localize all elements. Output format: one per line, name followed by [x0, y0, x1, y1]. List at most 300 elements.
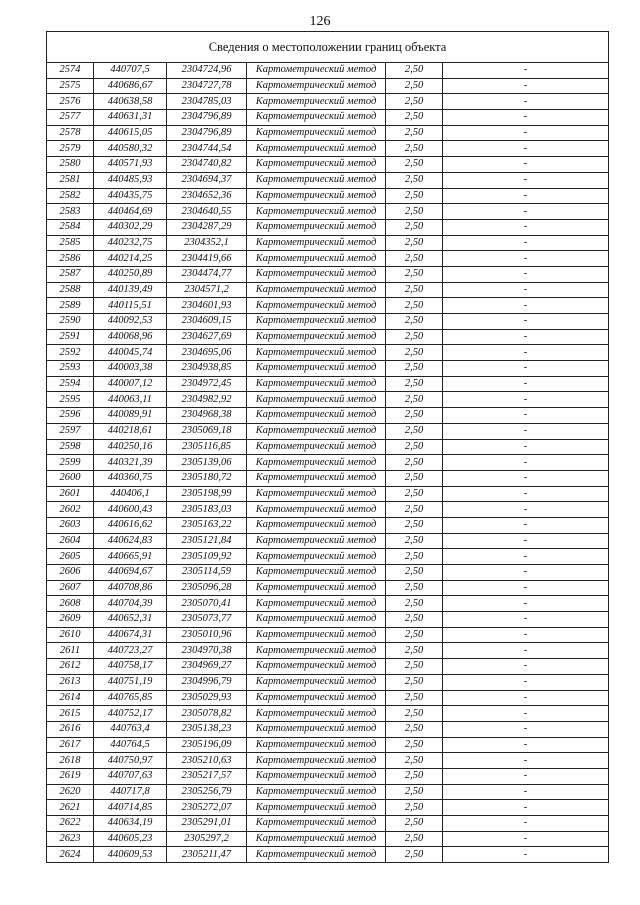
y-coordinate-cell: 2305180,72	[167, 470, 247, 486]
table-title-row	[47, 32, 609, 63]
accuracy-cell: 2,50	[386, 627, 443, 643]
page-number: 126	[309, 14, 331, 29]
x-coordinate-cell: 440250,89	[94, 266, 167, 282]
table-row	[47, 737, 609, 753]
x-coordinate-cell: 440707,5	[94, 63, 167, 79]
y-coordinate-cell: 2305078,82	[167, 706, 247, 722]
x-coordinate-cell: 440674,31	[94, 627, 167, 643]
description-cell: -	[443, 314, 609, 330]
x-coordinate-cell: 440600,43	[94, 502, 167, 518]
table-row	[47, 298, 609, 314]
description-cell: -	[443, 533, 609, 549]
x-coordinate-cell: 440723,27	[94, 643, 167, 659]
point-number-cell: 2593	[47, 361, 94, 377]
method-cell: Картометрический метод	[247, 439, 386, 455]
description-cell: -	[443, 659, 609, 675]
method-cell: Картометрический метод	[247, 580, 386, 596]
point-number-cell: 2600	[47, 470, 94, 486]
x-coordinate-cell: 440652,31	[94, 612, 167, 628]
y-coordinate-cell: 2305163,22	[167, 517, 247, 533]
y-coordinate-cell: 2305116,85	[167, 439, 247, 455]
description-cell: -	[443, 847, 609, 863]
description-cell: -	[443, 204, 609, 220]
description-cell: -	[443, 753, 609, 769]
method-cell: Картометрический метод	[247, 596, 386, 612]
x-coordinate-cell: 440765,85	[94, 690, 167, 706]
point-number-cell: 2614	[47, 690, 94, 706]
table-row	[47, 282, 609, 298]
accuracy-cell: 2,50	[386, 345, 443, 361]
accuracy-cell: 2,50	[386, 392, 443, 408]
point-number-cell: 2609	[47, 612, 94, 628]
table-row	[47, 172, 609, 188]
method-cell: Картометрический метод	[247, 706, 386, 722]
description-cell: -	[443, 376, 609, 392]
method-cell: Картометрический метод	[247, 690, 386, 706]
boundary-table-container	[46, 31, 608, 863]
point-number-cell: 2623	[47, 831, 94, 847]
table-row	[47, 565, 609, 581]
method-cell: Картометрический метод	[247, 361, 386, 377]
accuracy-cell: 2,50	[386, 361, 443, 377]
table-row	[47, 627, 609, 643]
table-row	[47, 831, 609, 847]
table-row	[47, 721, 609, 737]
y-coordinate-cell: 2305010,96	[167, 627, 247, 643]
accuracy-cell: 2,50	[386, 251, 443, 267]
y-coordinate-cell: 2304724,96	[167, 63, 247, 79]
description-cell: -	[443, 690, 609, 706]
y-coordinate-cell: 2304982,92	[167, 392, 247, 408]
table-row	[47, 784, 609, 800]
point-number-cell: 2594	[47, 376, 94, 392]
x-coordinate-cell: 440092,53	[94, 314, 167, 330]
x-coordinate-cell: 440764,5	[94, 737, 167, 753]
point-number-cell: 2581	[47, 172, 94, 188]
y-coordinate-cell: 2305256,79	[167, 784, 247, 800]
accuracy-cell: 2,50	[386, 282, 443, 298]
table-row	[47, 204, 609, 220]
accuracy-cell: 2,50	[386, 784, 443, 800]
table-row	[47, 314, 609, 330]
accuracy-cell: 2,50	[386, 298, 443, 314]
accuracy-cell: 2,50	[386, 816, 443, 832]
point-number-cell: 2589	[47, 298, 94, 314]
accuracy-cell: 2,50	[386, 690, 443, 706]
table-row	[47, 329, 609, 345]
point-number-cell: 2579	[47, 141, 94, 157]
description-cell: -	[443, 63, 609, 79]
method-cell: Картометрический метод	[247, 831, 386, 847]
description-cell: -	[443, 706, 609, 722]
y-coordinate-cell: 2304609,15	[167, 314, 247, 330]
y-coordinate-cell: 2304352,1	[167, 235, 247, 251]
x-coordinate-cell: 440704,39	[94, 596, 167, 612]
point-number-cell: 2596	[47, 408, 94, 424]
description-cell: -	[443, 251, 609, 267]
point-number-cell: 2583	[47, 204, 94, 220]
accuracy-cell: 2,50	[386, 110, 443, 126]
accuracy-cell: 2,50	[386, 659, 443, 675]
description-cell: -	[443, 329, 609, 345]
accuracy-cell: 2,50	[386, 235, 443, 251]
point-number-cell: 2576	[47, 94, 94, 110]
y-coordinate-cell: 2304972,45	[167, 376, 247, 392]
x-coordinate-cell: 440115,51	[94, 298, 167, 314]
table-row	[47, 94, 609, 110]
x-coordinate-cell: 440435,75	[94, 188, 167, 204]
y-coordinate-cell: 2304740,82	[167, 157, 247, 173]
accuracy-cell: 2,50	[386, 643, 443, 659]
y-coordinate-cell: 2304938,85	[167, 361, 247, 377]
method-cell: Картометрический метод	[247, 125, 386, 141]
table-row	[47, 125, 609, 141]
description-cell: -	[443, 565, 609, 581]
x-coordinate-cell: 440751,19	[94, 674, 167, 690]
point-number-cell: 2578	[47, 125, 94, 141]
point-number-cell: 2605	[47, 549, 94, 565]
y-coordinate-cell: 2305198,99	[167, 486, 247, 502]
y-coordinate-cell: 2305109,92	[167, 549, 247, 565]
y-coordinate-cell: 2304640,55	[167, 204, 247, 220]
table-row	[47, 408, 609, 424]
point-number-cell: 2591	[47, 329, 94, 345]
y-coordinate-cell: 2304970,38	[167, 643, 247, 659]
x-coordinate-cell: 440694,67	[94, 565, 167, 581]
accuracy-cell: 2,50	[386, 768, 443, 784]
y-coordinate-cell: 2304968,38	[167, 408, 247, 424]
y-coordinate-cell: 2304969,27	[167, 659, 247, 675]
point-number-cell: 2603	[47, 517, 94, 533]
method-cell: Картометрический метод	[247, 94, 386, 110]
description-cell: -	[443, 219, 609, 235]
accuracy-cell: 2,50	[386, 204, 443, 220]
description-cell: -	[443, 298, 609, 314]
x-coordinate-cell: 440250,16	[94, 439, 167, 455]
accuracy-cell: 2,50	[386, 580, 443, 596]
table-row	[47, 533, 609, 549]
x-coordinate-cell: 440045,74	[94, 345, 167, 361]
table-row	[47, 502, 609, 518]
table-row	[47, 549, 609, 565]
y-coordinate-cell: 2304796,89	[167, 125, 247, 141]
table-row	[47, 235, 609, 251]
method-cell: Картометрический метод	[247, 502, 386, 518]
point-number-cell: 2587	[47, 266, 94, 282]
description-cell: -	[443, 768, 609, 784]
table-row	[47, 643, 609, 659]
y-coordinate-cell: 2305138,23	[167, 721, 247, 737]
x-coordinate-cell: 440717,8	[94, 784, 167, 800]
method-cell: Картометрический метод	[247, 408, 386, 424]
description-cell: -	[443, 125, 609, 141]
description-cell: -	[443, 439, 609, 455]
accuracy-cell: 2,50	[386, 470, 443, 486]
point-number-cell: 2585	[47, 235, 94, 251]
table-row	[47, 768, 609, 784]
point-number-cell: 2615	[47, 706, 94, 722]
method-cell: Картометрический метод	[247, 768, 386, 784]
y-coordinate-cell: 2305121,84	[167, 533, 247, 549]
method-cell: Картометрический метод	[247, 235, 386, 251]
accuracy-cell: 2,50	[386, 63, 443, 79]
point-number-cell: 2592	[47, 345, 94, 361]
table-title: Сведения о местоположении границ объекта	[47, 32, 609, 63]
table-row	[47, 659, 609, 675]
method-cell: Картометрический метод	[247, 612, 386, 628]
x-coordinate-cell: 440609,53	[94, 847, 167, 863]
y-coordinate-cell: 2304571,2	[167, 282, 247, 298]
table-row	[47, 706, 609, 722]
description-cell: -	[443, 94, 609, 110]
y-coordinate-cell: 2304796,89	[167, 110, 247, 126]
table-row	[47, 376, 609, 392]
description-cell: -	[443, 141, 609, 157]
x-coordinate-cell: 440638,58	[94, 94, 167, 110]
table-row	[47, 674, 609, 690]
x-coordinate-cell: 440763,4	[94, 721, 167, 737]
point-number-cell: 2612	[47, 659, 94, 675]
y-coordinate-cell: 2304695,06	[167, 345, 247, 361]
y-coordinate-cell: 2305211,47	[167, 847, 247, 863]
description-cell: -	[443, 157, 609, 173]
description-cell: -	[443, 470, 609, 486]
y-coordinate-cell: 2305096,28	[167, 580, 247, 596]
point-number-cell: 2599	[47, 455, 94, 471]
description-cell: -	[443, 188, 609, 204]
point-number-cell: 2602	[47, 502, 94, 518]
y-coordinate-cell: 2305114,59	[167, 565, 247, 581]
method-cell: Картометрический метод	[247, 816, 386, 832]
description-cell: -	[443, 345, 609, 361]
method-cell: Картометрический метод	[247, 486, 386, 502]
description-cell: -	[443, 392, 609, 408]
x-coordinate-cell: 440714,85	[94, 800, 167, 816]
method-cell: Картометрический метод	[247, 219, 386, 235]
point-number-cell: 2575	[47, 78, 94, 94]
point-number-cell: 2619	[47, 768, 94, 784]
table-row	[47, 847, 609, 863]
method-cell: Картометрический метод	[247, 63, 386, 79]
method-cell: Картометрический метод	[247, 392, 386, 408]
table-row	[47, 63, 609, 79]
method-cell: Картометрический метод	[247, 721, 386, 737]
method-cell: Картометрический метод	[247, 784, 386, 800]
accuracy-cell: 2,50	[386, 157, 443, 173]
method-cell: Картометрический метод	[247, 376, 386, 392]
method-cell: Картометрический метод	[247, 643, 386, 659]
x-coordinate-cell: 440406,1	[94, 486, 167, 502]
description-cell: -	[443, 282, 609, 298]
description-cell: -	[443, 361, 609, 377]
y-coordinate-cell: 2304474,77	[167, 266, 247, 282]
y-coordinate-cell: 2304694,37	[167, 172, 247, 188]
x-coordinate-cell: 440634,19	[94, 816, 167, 832]
method-cell: Картометрический метод	[247, 455, 386, 471]
x-coordinate-cell: 440089,91	[94, 408, 167, 424]
point-number-cell: 2586	[47, 251, 94, 267]
x-coordinate-cell: 440007,12	[94, 376, 167, 392]
x-coordinate-cell: 440752,17	[94, 706, 167, 722]
accuracy-cell: 2,50	[386, 596, 443, 612]
accuracy-cell: 2,50	[386, 141, 443, 157]
table-row	[47, 219, 609, 235]
accuracy-cell: 2,50	[386, 376, 443, 392]
accuracy-cell: 2,50	[386, 94, 443, 110]
table-row	[47, 345, 609, 361]
description-cell: -	[443, 627, 609, 643]
description-cell: -	[443, 455, 609, 471]
method-cell: Картометрический метод	[247, 298, 386, 314]
description-cell: -	[443, 674, 609, 690]
table-row	[47, 596, 609, 612]
method-cell: Картометрический метод	[247, 674, 386, 690]
point-number-cell: 2607	[47, 580, 94, 596]
point-number-cell: 2577	[47, 110, 94, 126]
point-number-cell: 2608	[47, 596, 94, 612]
y-coordinate-cell: 2304627,69	[167, 329, 247, 345]
accuracy-cell: 2,50	[386, 706, 443, 722]
x-coordinate-cell: 440068,96	[94, 329, 167, 345]
description-cell: -	[443, 486, 609, 502]
point-number-cell: 2580	[47, 157, 94, 173]
x-coordinate-cell: 440063,11	[94, 392, 167, 408]
point-number-cell: 2601	[47, 486, 94, 502]
description-cell: -	[443, 408, 609, 424]
y-coordinate-cell: 2305139,06	[167, 455, 247, 471]
y-coordinate-cell: 2305196,09	[167, 737, 247, 753]
table-row	[47, 753, 609, 769]
point-number-cell: 2620	[47, 784, 94, 800]
accuracy-cell: 2,50	[386, 219, 443, 235]
x-coordinate-cell: 440464,69	[94, 204, 167, 220]
table-row	[47, 439, 609, 455]
table-row	[47, 800, 609, 816]
method-cell: Картометрический метод	[247, 737, 386, 753]
y-coordinate-cell: 2304601,93	[167, 298, 247, 314]
description-cell: -	[443, 643, 609, 659]
method-cell: Картометрический метод	[247, 847, 386, 863]
x-coordinate-cell: 440707,63	[94, 768, 167, 784]
method-cell: Картометрический метод	[247, 188, 386, 204]
table-row	[47, 455, 609, 471]
y-coordinate-cell: 2305291,01	[167, 816, 247, 832]
method-cell: Картометрический метод	[247, 549, 386, 565]
y-coordinate-cell: 2305183,03	[167, 502, 247, 518]
method-cell: Картометрический метод	[247, 470, 386, 486]
x-coordinate-cell: 440302,29	[94, 219, 167, 235]
method-cell: Картометрический метод	[247, 314, 386, 330]
accuracy-cell: 2,50	[386, 831, 443, 847]
method-cell: Картометрический метод	[247, 627, 386, 643]
accuracy-cell: 2,50	[386, 612, 443, 628]
method-cell: Картометрический метод	[247, 282, 386, 298]
method-cell: Картометрический метод	[247, 533, 386, 549]
accuracy-cell: 2,50	[386, 266, 443, 282]
y-coordinate-cell: 2304785,03	[167, 94, 247, 110]
x-coordinate-cell: 440360,75	[94, 470, 167, 486]
y-coordinate-cell: 2304744,54	[167, 141, 247, 157]
x-coordinate-cell: 440321,39	[94, 455, 167, 471]
y-coordinate-cell: 2305210,63	[167, 753, 247, 769]
method-cell: Картометрический метод	[247, 565, 386, 581]
x-coordinate-cell: 440485,93	[94, 172, 167, 188]
description-cell: -	[443, 423, 609, 439]
point-number-cell: 2584	[47, 219, 94, 235]
method-cell: Картометрический метод	[247, 423, 386, 439]
method-cell: Картометрический метод	[247, 78, 386, 94]
y-coordinate-cell: 2304727,78	[167, 78, 247, 94]
description-cell: -	[443, 784, 609, 800]
accuracy-cell: 2,50	[386, 753, 443, 769]
x-coordinate-cell: 440615,05	[94, 125, 167, 141]
table-body	[47, 32, 609, 863]
accuracy-cell: 2,50	[386, 517, 443, 533]
x-coordinate-cell: 440580,32	[94, 141, 167, 157]
accuracy-cell: 2,50	[386, 78, 443, 94]
accuracy-cell: 2,50	[386, 329, 443, 345]
method-cell: Картометрический метод	[247, 800, 386, 816]
method-cell: Картометрический метод	[247, 141, 386, 157]
description-cell: -	[443, 172, 609, 188]
description-cell: -	[443, 596, 609, 612]
y-coordinate-cell: 2305073,77	[167, 612, 247, 628]
y-coordinate-cell: 2305272,07	[167, 800, 247, 816]
point-number-cell: 2574	[47, 63, 94, 79]
method-cell: Картометрический метод	[247, 345, 386, 361]
accuracy-cell: 2,50	[386, 549, 443, 565]
y-coordinate-cell: 2305029,93	[167, 690, 247, 706]
table-row	[47, 816, 609, 832]
y-coordinate-cell: 2305217,57	[167, 768, 247, 784]
y-coordinate-cell: 2305297,2	[167, 831, 247, 847]
x-coordinate-cell: 440616,62	[94, 517, 167, 533]
accuracy-cell: 2,50	[386, 172, 443, 188]
accuracy-cell: 2,50	[386, 847, 443, 863]
point-number-cell: 2616	[47, 721, 94, 737]
description-cell: -	[443, 549, 609, 565]
accuracy-cell: 2,50	[386, 800, 443, 816]
y-coordinate-cell: 2304287,29	[167, 219, 247, 235]
point-number-cell: 2613	[47, 674, 94, 690]
description-cell: -	[443, 612, 609, 628]
description-cell: -	[443, 78, 609, 94]
table-row	[47, 690, 609, 706]
y-coordinate-cell: 2304419,66	[167, 251, 247, 267]
table-row	[47, 266, 609, 282]
y-coordinate-cell: 2305070,41	[167, 596, 247, 612]
table-row	[47, 251, 609, 267]
x-coordinate-cell: 440631,31	[94, 110, 167, 126]
point-number-cell: 2621	[47, 800, 94, 816]
method-cell: Картометрический метод	[247, 204, 386, 220]
accuracy-cell: 2,50	[386, 486, 443, 502]
description-cell: -	[443, 266, 609, 282]
x-coordinate-cell: 440214,25	[94, 251, 167, 267]
table-row	[47, 361, 609, 377]
method-cell: Картометрический метод	[247, 659, 386, 675]
point-number-cell: 2595	[47, 392, 94, 408]
x-coordinate-cell: 440218,61	[94, 423, 167, 439]
x-coordinate-cell: 440750,97	[94, 753, 167, 769]
description-cell: -	[443, 235, 609, 251]
point-number-cell: 2582	[47, 188, 94, 204]
y-coordinate-cell: 2305069,18	[167, 423, 247, 439]
table-row	[47, 486, 609, 502]
point-number-cell: 2624	[47, 847, 94, 863]
point-number-cell: 2617	[47, 737, 94, 753]
point-number-cell: 2588	[47, 282, 94, 298]
